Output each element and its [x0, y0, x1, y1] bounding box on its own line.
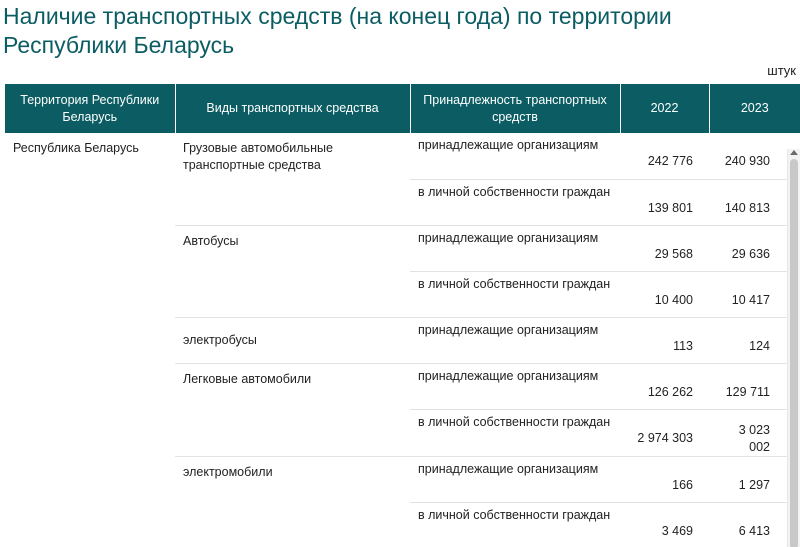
ownership-cell: в личной собственности граждан	[410, 179, 620, 225]
table-body	[5, 133, 800, 547]
value-2022-cell: 139 801	[620, 179, 709, 225]
data-table-container	[5, 84, 800, 547]
value-2022-cell: 242 776	[647, 154, 693, 169]
page-title: Наличие транспортных средств (на конец года) по территории Республики Беларусь	[3, 3, 672, 58]
value-2023-cell: 124	[709, 317, 800, 363]
value-2022-cell: 3 469	[620, 502, 709, 547]
ownership-cell: в личной собственности граждан	[410, 271, 620, 317]
value-2023-cell: 10 417	[709, 271, 800, 317]
value-2023-cell: 1 297	[709, 456, 800, 502]
ownership-cell: принадлежащие организациям	[410, 317, 620, 363]
territory-cell: Республика Беларусь	[13, 141, 139, 155]
value-2022-cell: 2 974 303	[620, 409, 709, 456]
header-ownership[interactable]: Принадлежность транспортных средств	[410, 84, 620, 133]
value-2022-cell: 113	[620, 317, 709, 363]
ownership-cell: принадлежащие организациям	[418, 138, 599, 152]
scrollbar-thumb[interactable]	[790, 159, 798, 547]
ownership-cell: принадлежащие организациям	[410, 225, 620, 271]
vehicle-type-cell: электробусы	[175, 317, 410, 363]
ownership-cell: принадлежащие организациям	[410, 363, 620, 409]
value-2023-cell: 140 813	[709, 179, 800, 225]
value-2022-cell: 10 400	[620, 271, 709, 317]
value-2023-cell: 3 023 002	[709, 409, 800, 456]
value-2022-cell: 126 262	[620, 363, 709, 409]
value-2022-cell: 29 568	[620, 225, 709, 271]
value-2023-cell: 129 711	[709, 363, 800, 409]
units-label: штук	[767, 63, 796, 78]
scroll-up-arrow-icon[interactable]	[790, 150, 798, 155]
data-table	[5, 84, 800, 547]
value-2023-cell: 29 636	[709, 225, 800, 271]
vehicle-type-cell: Легковые автомобили	[175, 363, 410, 456]
ownership-cell: в личной собственности граждан	[410, 502, 620, 547]
value-2022-cell: 166	[620, 456, 709, 502]
table-header	[5, 84, 800, 133]
vertical-scrollbar[interactable]	[787, 149, 800, 547]
vehicle-type-cell: Автобусы	[175, 225, 410, 317]
header-territory[interactable]: Территория Республики Беларусь	[5, 84, 175, 133]
ownership-cell: принадлежащие организациям	[410, 456, 620, 502]
header-vehicle-type[interactable]: Виды транспортных средства	[175, 84, 410, 133]
table-row	[5, 133, 800, 179]
vehicle-type-cell: электромобили	[175, 456, 410, 547]
header-year-2023[interactable]: 2023	[709, 84, 800, 133]
header-year-2022[interactable]: 2022	[620, 84, 709, 133]
value-2023-cell: 6 413	[709, 502, 800, 547]
value-2023-cell: 240 930	[724, 154, 770, 169]
ownership-cell: в личной собственности граждан	[410, 409, 620, 456]
vehicle-type-cell: Грузовые автомобильные транспортные средства	[183, 141, 333, 172]
